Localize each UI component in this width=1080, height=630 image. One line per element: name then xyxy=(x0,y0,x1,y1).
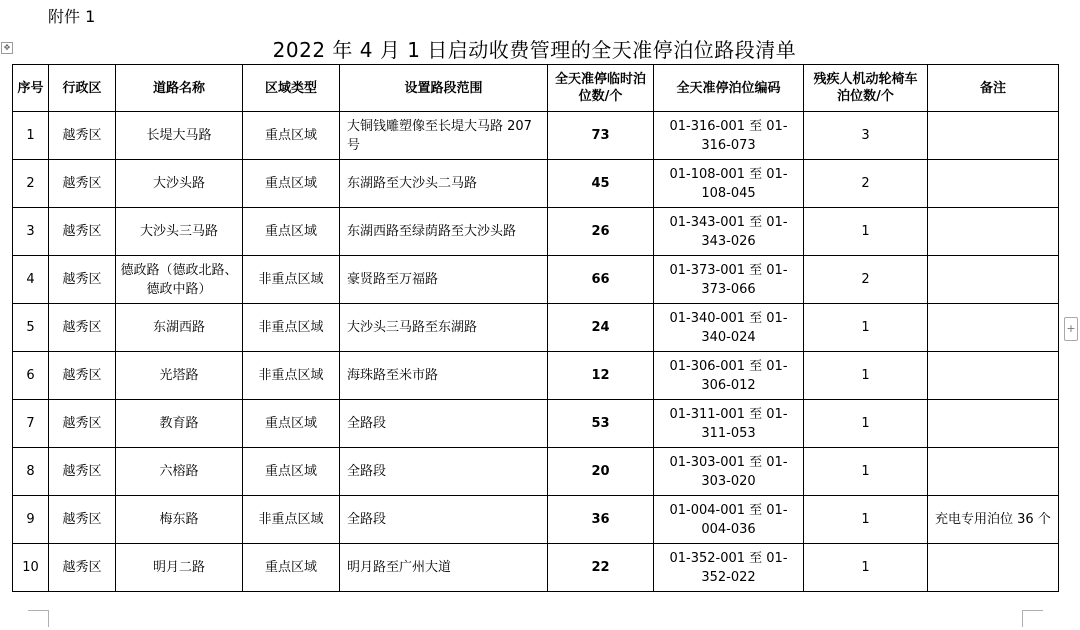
cell-range: 大铜钱雕塑像至长堤大马路 207 号 xyxy=(340,112,548,160)
cell-range: 东湖西路至绿荫路至大沙头路 xyxy=(340,208,548,256)
cell-remark xyxy=(928,400,1059,448)
cell-road: 东湖西路 xyxy=(116,304,243,352)
table-row xyxy=(13,256,1059,304)
cell-range: 东湖路至大沙头二马路 xyxy=(340,160,548,208)
cell-zone: 重点区域 xyxy=(243,160,340,208)
page-corner-mark xyxy=(28,610,49,627)
header-remark: 备注 xyxy=(928,65,1059,112)
cell-accessible: 1 xyxy=(804,304,928,352)
cell-zone: 非重点区域 xyxy=(243,304,340,352)
cell-codes: 01-108-001 至 01-108-045 xyxy=(654,160,804,208)
cell-index: 2 xyxy=(13,160,49,208)
table-row xyxy=(13,544,1059,592)
cell-road: 大沙头路 xyxy=(116,160,243,208)
cell-zone: 非重点区域 xyxy=(243,496,340,544)
cell-zone: 非重点区域 xyxy=(243,352,340,400)
cell-range: 全路段 xyxy=(340,448,548,496)
cell-spaces: 66 xyxy=(548,256,654,304)
cell-road: 教育路 xyxy=(116,400,243,448)
cell-range: 全路段 xyxy=(340,496,548,544)
cell-index: 4 xyxy=(13,256,49,304)
cell-district: 越秀区 xyxy=(49,352,116,400)
cell-codes: 01-373-001 至 01-373-066 xyxy=(654,256,804,304)
table-row xyxy=(13,496,1059,544)
header-district: 行政区 xyxy=(49,65,116,112)
cell-index: 7 xyxy=(13,400,49,448)
cell-spaces: 24 xyxy=(548,304,654,352)
table-row xyxy=(13,160,1059,208)
document-title: 2022 年 4 月 1 日启动收费管理的全天准停泊位路段清单 xyxy=(272,38,797,62)
cell-remark xyxy=(928,304,1059,352)
cell-district: 越秀区 xyxy=(49,400,116,448)
cell-zone: 非重点区域 xyxy=(243,256,340,304)
cell-accessible: 1 xyxy=(804,496,928,544)
cell-zone: 重点区域 xyxy=(243,112,340,160)
cell-accessible: 1 xyxy=(804,352,928,400)
cell-index: 9 xyxy=(13,496,49,544)
cell-road: 德政路（德政北路、德政中路） xyxy=(116,256,243,304)
cell-accessible: 2 xyxy=(804,160,928,208)
cell-remark xyxy=(928,256,1059,304)
parking-table xyxy=(12,64,1059,592)
header-range: 设置路段范围 xyxy=(340,65,548,112)
cell-codes: 01-306-001 至 01-306-012 xyxy=(654,352,804,400)
cell-district: 越秀区 xyxy=(49,448,116,496)
cell-index: 5 xyxy=(13,304,49,352)
cell-index: 8 xyxy=(13,448,49,496)
cell-road: 明月二路 xyxy=(116,544,243,592)
header-zone: 区域类型 xyxy=(243,65,340,112)
cell-spaces: 12 xyxy=(548,352,654,400)
cell-range: 明月路至广州大道 xyxy=(340,544,548,592)
header-index: 序号 xyxy=(13,65,49,112)
cell-index: 6 xyxy=(13,352,49,400)
cell-accessible: 1 xyxy=(804,544,928,592)
cell-accessible: 1 xyxy=(804,448,928,496)
table-row xyxy=(13,352,1059,400)
cell-accessible: 3 xyxy=(804,112,928,160)
header-accessible: 残疾人机动轮椅车泊位数/个 xyxy=(804,65,928,112)
cell-spaces: 26 xyxy=(548,208,654,256)
cell-codes: 01-004-001 至 01-004-036 xyxy=(654,496,804,544)
table-row xyxy=(13,208,1059,256)
cell-codes: 01-352-001 至 01-352-022 xyxy=(654,544,804,592)
cell-district: 越秀区 xyxy=(49,256,116,304)
cell-codes: 01-311-001 至 01-311-053 xyxy=(654,400,804,448)
cell-range: 全路段 xyxy=(340,400,548,448)
cell-index: 1 xyxy=(13,112,49,160)
header-road: 道路名称 xyxy=(116,65,243,112)
cell-remark xyxy=(928,160,1059,208)
cell-index: 3 xyxy=(13,208,49,256)
cell-codes: 01-340-001 至 01-340-024 xyxy=(654,304,804,352)
cell-codes: 01-343-001 至 01-343-026 xyxy=(654,208,804,256)
cell-district: 越秀区 xyxy=(49,544,116,592)
cell-codes: 01-303-001 至 01-303-020 xyxy=(654,448,804,496)
cell-remark: 充电专用泊位 36 个 xyxy=(928,496,1059,544)
cell-district: 越秀区 xyxy=(49,208,116,256)
cell-spaces: 36 xyxy=(548,496,654,544)
plus-icon[interactable]: + xyxy=(1064,317,1078,341)
cell-range: 海珠路至米市路 xyxy=(340,352,548,400)
header-codes: 全天准停泊位编码 xyxy=(654,65,804,112)
cell-zone: 重点区域 xyxy=(243,544,340,592)
cell-remark xyxy=(928,112,1059,160)
cell-accessible: 1 xyxy=(804,208,928,256)
cell-spaces: 20 xyxy=(548,448,654,496)
cell-road: 六榕路 xyxy=(116,448,243,496)
cell-range: 大沙头三马路至东湖路 xyxy=(340,304,548,352)
cell-road: 长堤大马路 xyxy=(116,112,243,160)
cell-district: 越秀区 xyxy=(49,112,116,160)
cell-remark xyxy=(928,208,1059,256)
cell-road: 大沙头三马路 xyxy=(116,208,243,256)
cell-accessible: 1 xyxy=(804,400,928,448)
cell-road: 梅东路 xyxy=(116,496,243,544)
cell-road: 光塔路 xyxy=(116,352,243,400)
table-row xyxy=(13,400,1059,448)
table-row xyxy=(13,304,1059,352)
cell-district: 越秀区 xyxy=(49,304,116,352)
page-corner-mark xyxy=(1022,610,1043,627)
move-handle-icon[interactable]: ✥ xyxy=(1,42,13,54)
cell-range: 豪贤路至万福路 xyxy=(340,256,548,304)
cell-remark xyxy=(928,448,1059,496)
cell-spaces: 22 xyxy=(548,544,654,592)
table-header-row xyxy=(13,65,1059,112)
cell-zone: 重点区域 xyxy=(243,400,340,448)
header-spaces: 全天准停临时泊位数/个 xyxy=(548,65,654,112)
table-row xyxy=(13,112,1059,160)
cell-district: 越秀区 xyxy=(49,496,116,544)
cell-accessible: 2 xyxy=(804,256,928,304)
cell-spaces: 45 xyxy=(548,160,654,208)
cell-spaces: 53 xyxy=(548,400,654,448)
cell-remark xyxy=(928,352,1059,400)
cell-spaces: 73 xyxy=(548,112,654,160)
cell-codes: 01-316-001 至 01-316-073 xyxy=(654,112,804,160)
cell-remark xyxy=(928,544,1059,592)
cell-index: 10 xyxy=(13,544,49,592)
attachment-label: 附件 1 xyxy=(48,7,96,26)
cell-zone: 重点区域 xyxy=(243,448,340,496)
cell-zone: 重点区域 xyxy=(243,208,340,256)
table-row xyxy=(13,448,1059,496)
cell-district: 越秀区 xyxy=(49,160,116,208)
